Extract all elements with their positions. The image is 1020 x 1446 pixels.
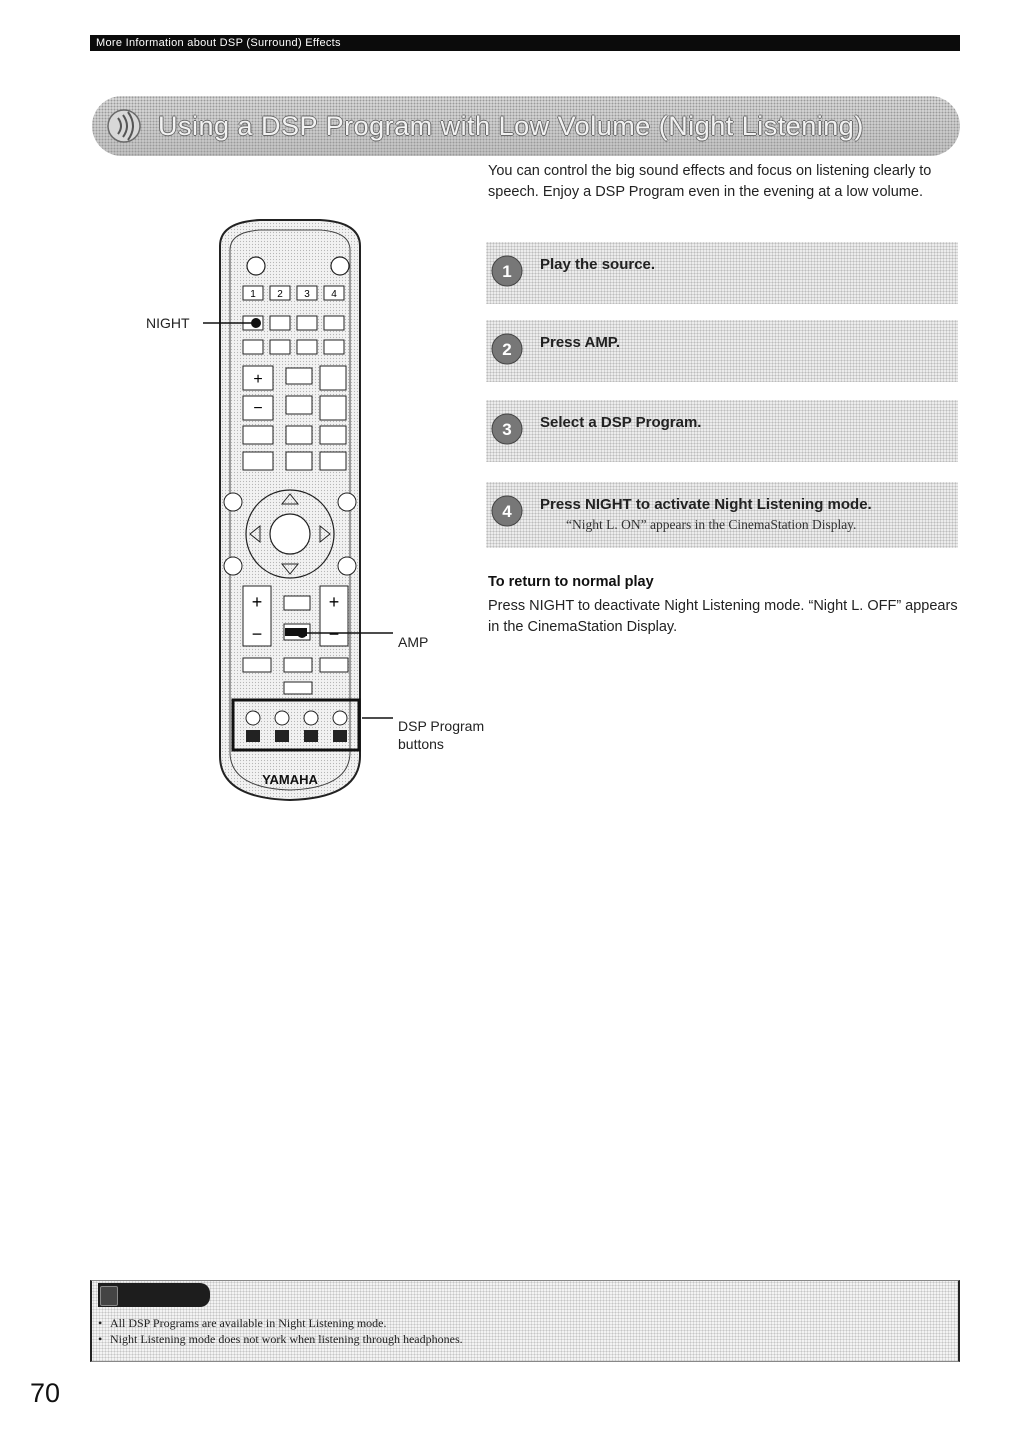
night-callout-label: NIGHT [146, 315, 190, 331]
note-item: • All DSP Programs are available in Night Listening mode. [92, 1315, 463, 1331]
svg-text:−: − [253, 400, 263, 417]
svg-text:2: 2 [277, 289, 283, 300]
brand-logo: YAMAHA [262, 772, 318, 787]
svg-text:−: − [328, 624, 340, 644]
page-number: 70 [30, 1378, 61, 1408]
svg-text:+: + [253, 371, 263, 388]
svg-text:1: 1 [250, 289, 256, 300]
svg-text:1: 1 [502, 262, 512, 281]
step-title: Press NIGHT to activate Night Listening mode. [540, 496, 872, 513]
dsp-callout-label-line1: DSP Program [398, 718, 485, 734]
step-title: Press AMP. [540, 334, 621, 351]
svg-text:+: + [251, 592, 263, 612]
svg-text:−: − [251, 624, 263, 644]
step-title: Play the source. [540, 256, 656, 273]
svg-text:3: 3 [502, 420, 512, 439]
svg-text:4: 4 [502, 502, 512, 521]
step-subtitle: “Night L. ON” appears in the CinemaStation Display. [566, 517, 857, 532]
notes-tab [98, 1283, 210, 1307]
amp-callout-label: AMP [398, 634, 429, 650]
notes-list [92, 1315, 463, 1347]
dsp-callout-label-line2: buttons [398, 736, 444, 752]
page-title: Using a DSP Program with Low Volume (Night Listening) [158, 110, 864, 141]
return-heading: To return to normal play [488, 574, 654, 590]
notes-box [90, 1280, 960, 1362]
svg-text:2: 2 [502, 340, 512, 359]
svg-text:3: 3 [304, 289, 310, 300]
intro-paragraph: You can control the big sound effects and focus on listening clearly to speech. Enjoy a DSP Program even in the evening at a low volume. [488, 163, 932, 200]
step-title: Select a DSP Program. [540, 414, 702, 431]
note-item: • Night Listening mode does not work when listening through headphones. [92, 1331, 463, 1347]
return-body: Press NIGHT to deactivate Night Listening mode. “Night L. OFF” appears in the CinemaStation Display. [488, 598, 958, 635]
section-header-text: More Information about DSP (Surround) Effects [96, 37, 341, 49]
svg-text:+: + [328, 592, 340, 612]
note-icon [100, 1286, 118, 1306]
svg-text:4: 4 [331, 289, 337, 300]
